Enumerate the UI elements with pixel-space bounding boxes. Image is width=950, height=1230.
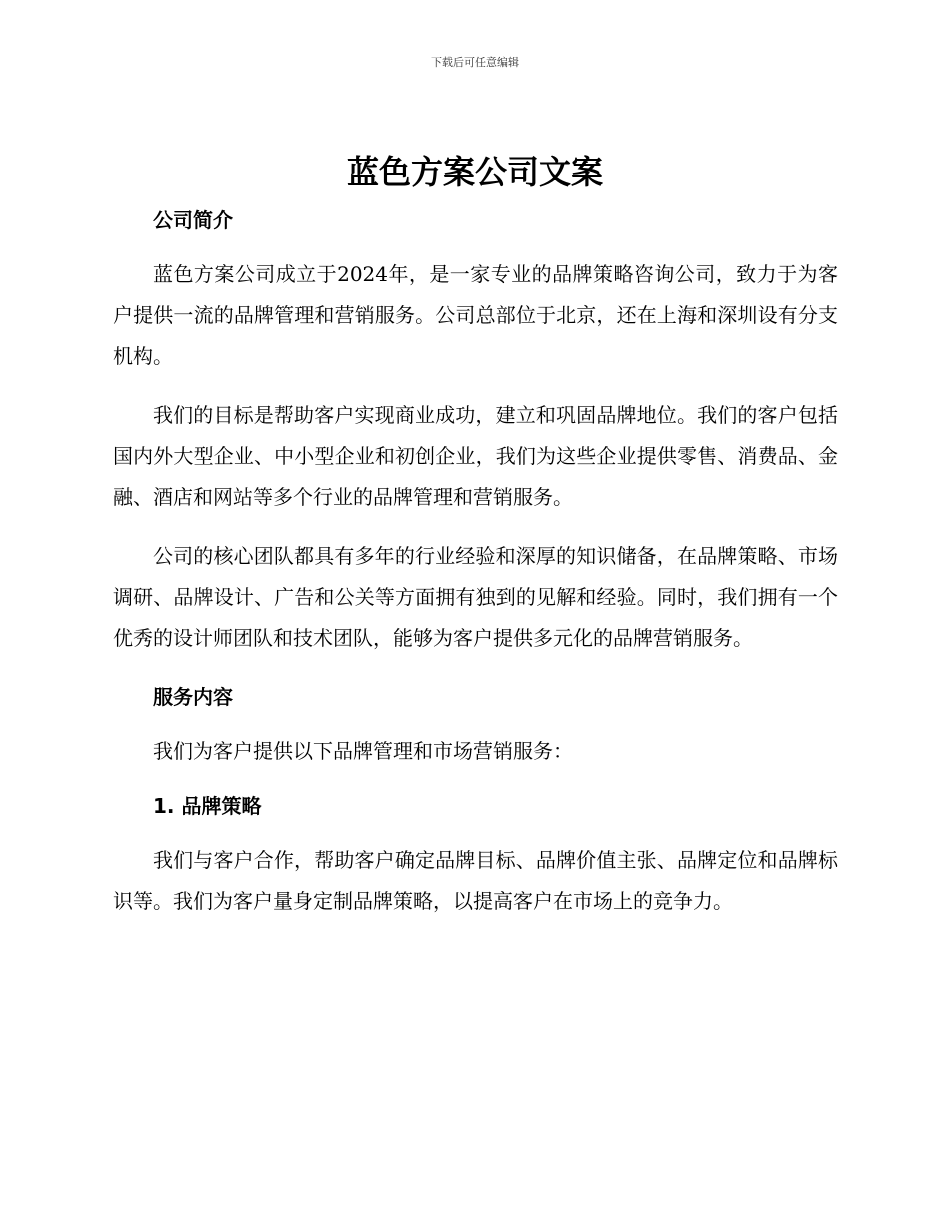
paragraph-intro-3: 公司的核心团队都具有多年的行业经验和深厚的知识储备，在品牌策略、市场调研、品牌设计、广告和公关等方面拥有独到的见解和经验。同时，我们拥有一个优秀的设计师团队和技术团队，能够为客户提供多元化的品牌营销服务。 [113, 544, 838, 650]
paragraph-intro-2: 我们的目标是帮助客户实现商业成功，建立和巩固品牌地位。我们的客户包括国内外大型企业、中小型企业和初创企业，我们为这些企业提供零售、消费品、金融、酒店和网站等多个行业的品牌管理和营销服务。 [113, 403, 838, 509]
page-title: 蓝色方案公司文案 [346, 153, 603, 191]
paragraph-intro-1: 蓝色方案公司成立于2024年，是一家专业的品牌策略咨询公司，致力于为客户提供一流的品牌管理和营销服务。公司总部位于北京，还在上海和深圳设有分支机构。 [113, 262, 838, 368]
section-heading-company-intro: 公司简介 [153, 208, 233, 232]
subheading-brand-strategy: 1. 品牌策略 [153, 794, 262, 818]
page-header-note: 下载后可任意编辑 [431, 56, 519, 69]
document-body [113, 200, 838, 922]
paragraph-services-intro: 我们为客户提供以下品牌管理和市场营销服务： [153, 739, 573, 763]
section-heading-services: 服务内容 [153, 685, 233, 709]
paragraph-brand-strategy: 我们与客户合作，帮助客户确定品牌目标、品牌价值主张、品牌定位和品牌标识等。我们为客户量身定制品牌策略，以提高客户在市场上的竞争力。 [113, 848, 838, 913]
